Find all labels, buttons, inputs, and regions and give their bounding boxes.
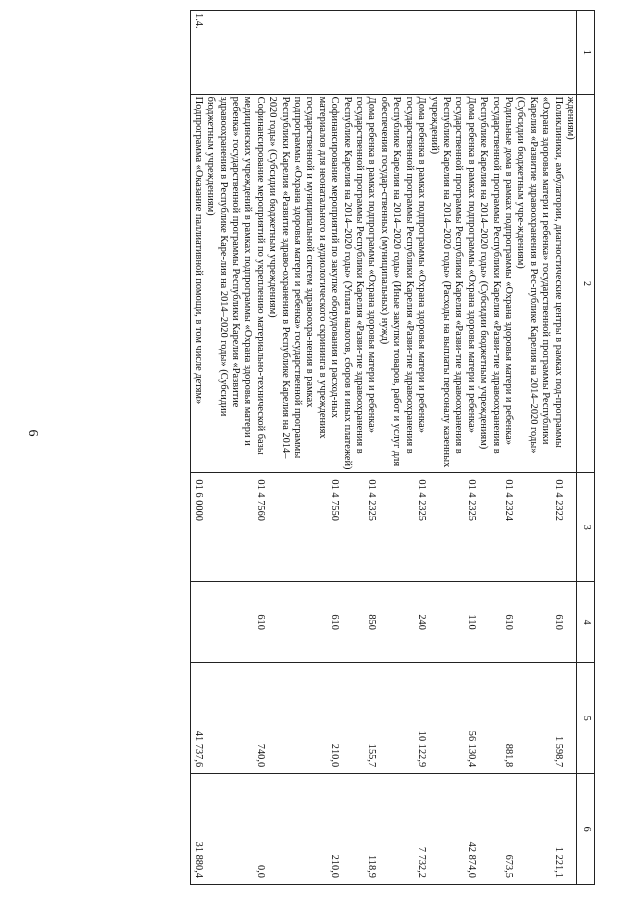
row-value-2014: 10 122,9 [378,663,428,774]
row-expense-type: 850 [340,581,377,662]
row-number [266,11,340,95]
row-expense-type: 610 [204,581,266,662]
row-number [427,11,477,95]
row-name: Дома ребенка в рамках подпрограммы «Охрана здоровья матери и ребенка» государственной программы Республики Карелия «Разви-тие здравоохранения в Республике Карелия на 2014–2020 годы» (Иные закупки товаров, работ и услуг для обеспечения государ-ственных (муниципальных) нужд) [378,94,428,473]
row-name: Софинансирование мероприятий по укреплению материально-технической базы медицинских учреждений в рамках подпрограммы «Охрана здоровья матери и ребенка» государственной программы Республики Карелия «Развитие здравоохранения в Республике Каре-лия на 2014–2020 годы» (Субсидии бюджетным учреждениям) [204,94,266,473]
row-expense-type: 240 [378,581,428,662]
page-number: 6 [25,429,40,437]
row-value-2015: 42 874,0 [427,774,477,885]
row-expense-type: 610 [266,581,340,662]
row-value-2014: 41 737,6 [191,663,204,774]
row-code: 01 4 2324 [477,473,514,582]
row-name: Родильные дома в рамках подпрограммы «Охрана здоровья матери и ребенка» государственной программы Республики Карелия «Разви-тие здравоохранения в Республике Карелия на 2014–2020 годы» (Субсидии бюджетным учреждениям) [477,94,514,473]
row-expense-type: 610 [514,581,564,662]
row-value-2014: 210,0 [266,663,340,774]
row-value-2014: 740,0 [204,663,266,774]
row-value-2015 [564,774,577,885]
table-row [564,11,577,885]
table-row [266,11,340,885]
row-name: Поликлиники, амбулатории, диагностические центры в рамках под-программы «Охрана здоровья матери и ребенка» государственной программы Республики Карелия «Развитие здравоохранения в Рес-публике Карелия на 2014–2020 годы» (Субсидии бюджетным учре-ждениям) [514,94,564,473]
row-value-2015: 1 221,1 [514,774,564,885]
table-row [191,11,204,885]
row-code: 01 4 2325 [427,473,477,582]
table-row [427,11,477,885]
column-header: 6 [577,774,595,885]
row-value-2015: 0,0 [204,774,266,885]
row-value-2014: 881,8 [477,663,514,774]
row-value-2014: 155,7 [340,663,377,774]
row-number [340,11,377,95]
row-value-2014: 1 598,7 [514,663,564,774]
row-expense-type [191,581,204,662]
budget-table-rotated [70,10,595,885]
row-number [514,11,564,95]
row-code: 01 4 7560 [204,473,266,582]
row-number: 1.4. [191,11,204,95]
row-expense-type: 610 [477,581,514,662]
column-header: 1 [577,11,595,95]
row-number [477,11,514,95]
row-value-2015: 210,0 [266,774,340,885]
column-header: 5 [577,663,595,774]
table-row [514,11,564,885]
row-name: Дома ребенка в рамках подпрограммы «Охрана здоровья матери и ребенка» государственной программы Республики Карелия «Разви-тие здравоохранения в Республике Карелия на 2014–2020 годы» (Уплата налогов, сборов и иных платежей) [340,94,377,473]
row-value-2015: 31 880,4 [191,774,204,885]
row-code: 01 4 7550 [266,473,340,582]
row-value-2014 [564,663,577,774]
row-code [564,473,577,582]
row-code: 01 4 2325 [340,473,377,582]
table-row [477,11,514,885]
row-name: ждениям) [564,94,577,473]
table-header-row [577,11,595,885]
column-header: 2 [577,94,595,473]
table-row [340,11,377,885]
row-code: 01 4 2322 [514,473,564,582]
row-value-2015: 7 732,2 [378,774,428,885]
row-expense-type: 110 [427,581,477,662]
table-row [204,11,266,885]
budget-table [190,10,595,885]
row-name: Софинансирование мероприятий по закупке оборудования и расход-ных материалов для неонатального и аудиологического скрининга в учреждениях государственной и муниципальной систем здравоохра-нения в рамках подпрограммы «Охрана здоровья матери и ребенка» государственной программы Республики Карелия «Развитие здраво-охранения в Республике Карелия на 2014–2020 годы» (Субсидии бюджетным учреждениям) [266,94,340,473]
row-name: Дома ребенка в рамках подпрограммы «Охрана здоровья матери и ребенка» государственной программы Республики Карелия «Разви-тие здравоохранения в Республике Карелия на 2014–2020 годы» (Расходы на выплаты персоналу казенных учреждений) [427,94,477,473]
row-number [204,11,266,95]
row-code: 01 6 0000 [191,473,204,582]
column-header: 4 [577,581,595,662]
row-expense-type [564,581,577,662]
row-value-2015: 673,5 [477,774,514,885]
row-value-2015: 118,9 [340,774,377,885]
column-header: 3 [577,473,595,582]
row-name: Подпрограмма «Оказание паллиативной помощи, в том числе детям» [191,94,204,473]
row-number [378,11,428,95]
row-number [564,11,577,95]
table-row [378,11,428,885]
row-value-2014: 56 130,4 [427,663,477,774]
row-code: 01 4 2325 [378,473,428,582]
